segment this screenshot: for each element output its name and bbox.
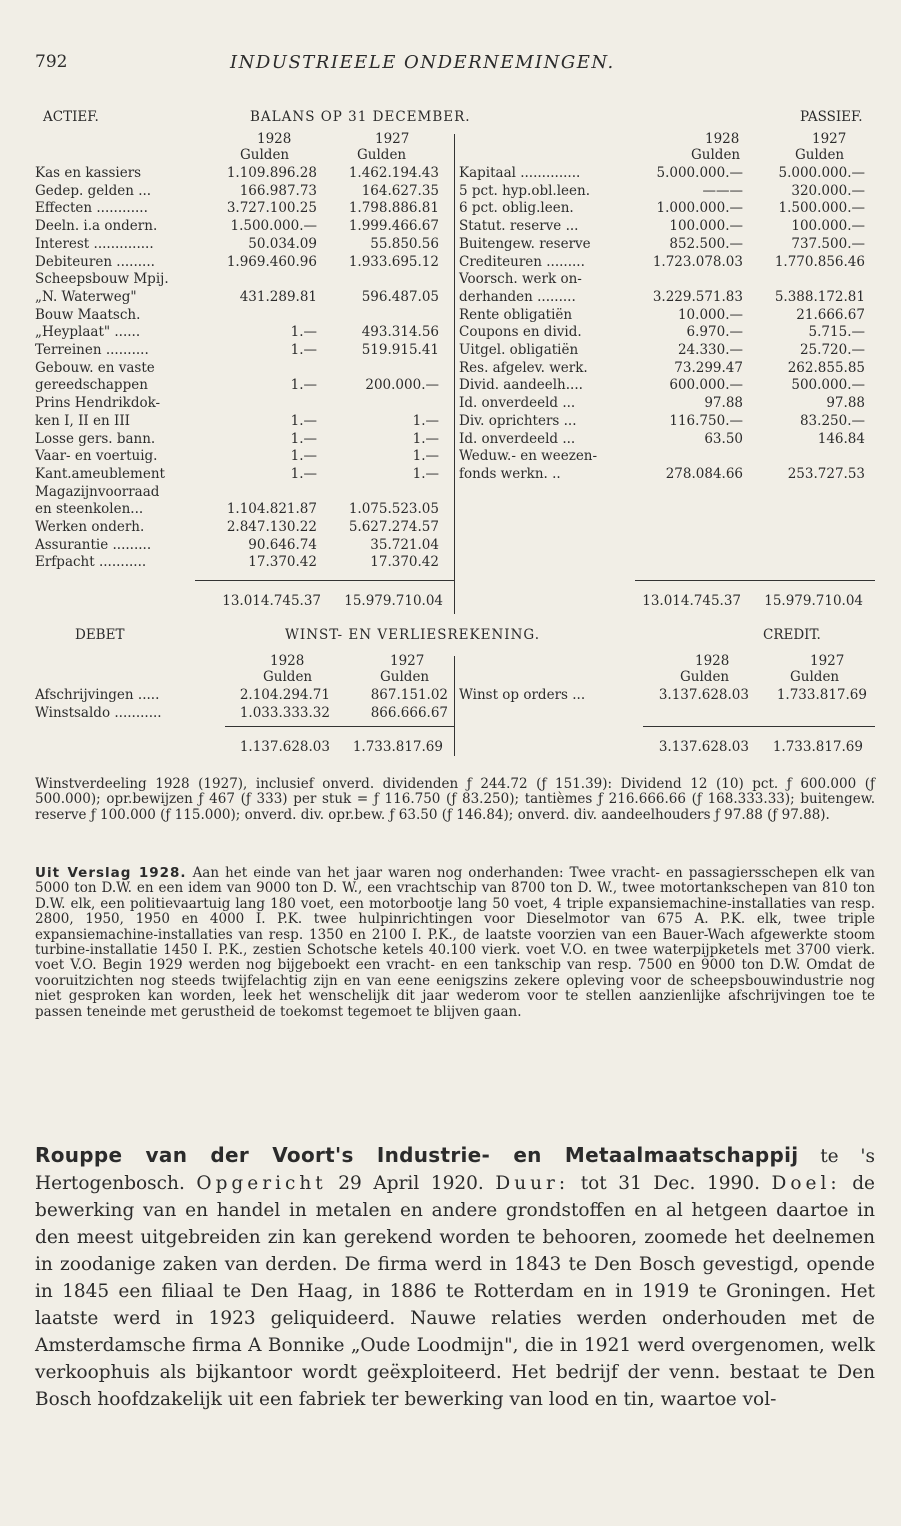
liability-row-value-1927: 500.000.—: [791, 377, 865, 394]
asset-row-value-1927: 1.—: [412, 430, 439, 447]
duur-label: Duur:: [495, 1173, 570, 1194]
balance-sheet: [35, 110, 875, 620]
debit-row-label: Afschrijvingen .....: [35, 687, 160, 703]
asset-row-value-1928: 1.—: [290, 342, 317, 358]
asset-row-value-1927: 5.627.274.57: [348, 519, 439, 535]
asset-row-label: ken I, II en III: [35, 412, 131, 429]
liability-row-label: Crediteuren .........: [459, 253, 585, 270]
asset-row-label: Gebouw. en vaste: [35, 359, 155, 376]
asset-row-value-1927: 596.487.05: [361, 288, 439, 305]
balance-unit-liab-1928: Gulden: [691, 147, 741, 163]
pl-year-debit-1928: 1928: [270, 653, 305, 669]
balance-year-assets-1928: 1928: [257, 131, 292, 147]
asset-row-value-1927: 1.075.523.05: [348, 501, 439, 518]
pl-unit-debit-1928: Gulden: [263, 669, 313, 685]
asset-row-label: Prins Hendrikdok-: [35, 395, 161, 412]
doel-text: de bewerking van en handel in metalen en andere grondstoffen en al hetgeen daartoe in den meest uitgebreiden zin kan gerekend worden te behooren, zoomede het deelnemen in zoodanige zaken van derden. De firma werd in 1843 te Den Bosch gevestigd, opende in 1845 een filiaal te Den Haag, in 1886 te Rotterdam en in 1919 te Groningen. Het laatste werd in 1923 geliquideerd. Nauwe relaties werden onderhouden met de Amsterdamsche firma A Bonnike „Oude Loodmijn", die in 1921 werd overgenomen, welk verkoophuis als bijkantoor wordt geëxploiteerd. Het bedrijf der venn. bestaat te Den Bosch hoofdzakelijk uit een fabriek ter bewerking van lood en tin, waartoe vol-: [35, 1173, 875, 1410]
credit-row-value-1927: 1.733.817.69: [776, 687, 867, 703]
liability-row-value-1927: 1.500.000.—: [778, 200, 865, 217]
liability-row-label: Buitengew. reserve: [459, 235, 591, 252]
asset-row-value-1927: 35.721.04: [370, 536, 439, 553]
liability-row-value-1927: 21.666.67: [796, 306, 865, 323]
liability-row-value-1928: 1.723.078.03: [652, 253, 743, 270]
asset-row-label: „N. Waterweg": [35, 288, 137, 305]
liability-row-label: Id. onverdeeld ...: [459, 395, 576, 412]
asset-row-value-1927: 200.000.—: [365, 377, 439, 394]
verslag-text: Aan het einde van het jaar waren nog onderhanden: Twee vracht- en passagiersschepen elk van 5000 ton D.W. en een idem van 9000 ton D. W., een vrachtschip van 8700 ton D. W., twee motortankschepen van 810 ton D.W. elk, een politievaartuig lang 180 voet, een motorbootje lang 50 voet, 4 triple expansiemachine-installaties van resp. 2800, 1950, 1950 en 4000 I. P.K. twee hulpinrichtingen voor Dieselmotor van 675 A. P.K. elk, twee triple expansiemachine-installaties van resp. 1350 en 2100 I. P.K., de laatste voorzien van een Bauer-Wach afgewerkte stoom turbine-installatie 1450 I. P.K., zestien Schotsche ketels 40.100 vierk. voet V.O. en twee waterpijpketels met 3700 vierk. voet V.O. Begin 1929 werden nog bijgeboekt een vracht- en een tankschip van resp. 7500 en 9000 ton D.W. Omdat de vooruitzichten nog steeds twijfelachtig zijn en van eene eenigszins zekere opleving voor de scheepsbouwindustrie nog niet gesproken kan worden, leek het wenschelijk dit jaar wederom voor te stellen aanzienlijke afschrijvingen toe te passen teneinde met gerustheid de toekomst tegemoet te blijven gaan.: [35, 865, 875, 1020]
liability-row-label: Res. afgelev. werk.: [459, 359, 588, 376]
liab-total-1928: 13.014.745.37: [642, 593, 741, 609]
liability-row-label: Statut. reserve ...: [459, 218, 579, 235]
asset-row-value-1928: 90.646.74: [248, 536, 317, 553]
liability-row-value-1927: 5.388.172.81: [774, 288, 865, 305]
asset-row-value-1927: 1.999.466.67: [348, 218, 439, 235]
liability-row-value-1928: 63.50: [704, 430, 743, 447]
liability-row-label: fonds werkn. ..: [459, 465, 561, 482]
liability-row-label: 5 pct. hyp.obl.leen.: [459, 182, 591, 199]
page-header: [35, 52, 875, 82]
pl-debit-rule: [225, 726, 454, 727]
liability-row-value-1927: 97.88: [826, 395, 865, 412]
balance-right-label: PASSIEF.: [800, 109, 863, 125]
asset-row-value-1927: 493.314.56: [361, 324, 439, 341]
asset-row-label: Erfpacht ...........: [35, 554, 147, 571]
asset-row-value-1928: 1.—: [290, 465, 317, 482]
debit-row-value-1927: 866.666.67: [370, 705, 448, 721]
liability-row-value-1927: 5.000.000.—: [778, 165, 865, 181]
pl-total-credit-1927: 1.733.817.69: [772, 739, 863, 755]
pl-right-label: CREDIT.: [763, 627, 821, 643]
pl-divider: [454, 656, 455, 756]
asset-row-value-1928: 1.104.821.87: [226, 501, 317, 518]
liability-row-value-1927: 1.770.856.46: [774, 253, 865, 270]
asset-row-label: Losse gers. bann.: [35, 430, 156, 447]
liability-row-value-1927: 262.855.85: [787, 359, 865, 376]
asset-row-label: Effecten ............: [35, 200, 148, 217]
asset-row-value-1927: 1.933.695.12: [348, 253, 439, 270]
balance-year-liab-1928: 1928: [705, 131, 740, 147]
doel-label: Doel:: [771, 1173, 841, 1194]
asset-row-value-1927: 1.—: [412, 412, 439, 429]
asset-row-label: Kant.ameublement: [35, 465, 165, 482]
asset-row-label: Gedep. gelden ...: [35, 182, 152, 199]
liability-row-label: Coupons en divid.: [459, 324, 582, 341]
asset-row-value-1927: 519.915.41: [361, 342, 439, 358]
opgericht-label: Opgericht: [196, 1173, 327, 1194]
profit-loss: [35, 628, 875, 758]
running-title: INDUSTRIEELE ONDERNEMINGEN.: [230, 52, 615, 73]
pl-title: WINST- EN VERLIESREKENING.: [285, 627, 541, 643]
asset-row-value-1927: 1.—: [412, 465, 439, 482]
liability-row-value-1927: 253.727.53: [787, 465, 865, 482]
asset-row-label: Bouw Maatsch.: [35, 306, 141, 323]
asset-row-value-1928: 1.109.896.28: [226, 165, 317, 181]
liability-row-value-1928: ———: [702, 182, 743, 199]
asset-row-label: Interest ..............: [35, 235, 154, 252]
asset-row-value-1928: 17.370.42: [248, 554, 317, 571]
liab-total-rule: [635, 580, 875, 581]
asset-row-value-1928: 1.—: [290, 324, 317, 341]
balance-unit-assets-1928: Gulden: [240, 147, 290, 163]
liability-row-value-1928: 1.000.000.—: [656, 200, 743, 217]
liability-row-label: Rente obligatiën: [459, 306, 573, 323]
asset-row-label: Werken onderh.: [35, 519, 145, 535]
balance-divider: [454, 134, 455, 614]
asset-row-value-1927: 17.370.42: [370, 554, 439, 571]
asset-row-value-1928: 1.—: [290, 412, 317, 429]
liability-row-label: Divid. aandeelh....: [459, 377, 583, 394]
liability-row-value-1928: 24.330.—: [677, 342, 743, 358]
liability-row-value-1927: 83.250.—: [799, 412, 865, 429]
debit-row-value-1928: 1.033.333.32: [239, 705, 330, 721]
liability-row-label: Kapitaal ..............: [459, 165, 581, 181]
liability-row-label: Uitgel. obligatiën: [459, 342, 579, 358]
asset-row-value-1927: 1.462.194.43: [348, 165, 439, 181]
balance-title: BALANS OP 31 DECEMBER.: [250, 109, 471, 125]
liability-row-value-1928: 100.000.—: [669, 218, 743, 235]
asset-row-label: Kas en kassiers: [35, 165, 142, 181]
liability-row-label: Weduw.- en weezen-: [459, 448, 598, 465]
liability-row-value-1928: 97.88: [704, 395, 743, 412]
asset-row-label: Debiteuren .........: [35, 253, 155, 270]
balance-year-liab-1927: 1927: [812, 131, 847, 147]
credit-row-label: Winst op orders ...: [459, 687, 586, 703]
liability-row-value-1927: 5.715.—: [808, 324, 865, 341]
liability-row-value-1928: 852.500.—: [669, 235, 743, 252]
asset-row-value-1928: 2.847.130.22: [226, 519, 317, 535]
pl-total-credit-1928: 3.137.628.03: [658, 739, 749, 755]
pl-unit-credit-1927: Gulden: [790, 669, 840, 685]
asset-row-value-1928: 1.969.460.96: [226, 253, 317, 270]
liability-row-value-1928: 73.299.47: [674, 359, 743, 376]
company-location: te 's Hertogenbosch.: [35, 1146, 875, 1194]
asset-row-label: „Heyplaat" ......: [35, 324, 141, 341]
balance-year-assets-1927: 1927: [375, 131, 410, 147]
pl-left-label: DEBET: [75, 627, 125, 643]
verslag-paragraph: [35, 866, 875, 1020]
asset-row-value-1928: 1.—: [290, 448, 317, 465]
liability-row-value-1928: 5.000.000.—: [656, 165, 743, 181]
liability-row-value-1928: 10.000.—: [677, 306, 743, 323]
balance-left-label: ACTIEF.: [43, 109, 99, 125]
pl-total-debit-1928: 1.137.628.03: [239, 739, 330, 755]
liability-row-value-1927: 146.84: [817, 430, 865, 447]
asset-row-label: gereedschappen: [35, 377, 148, 394]
assets-total-rule: [195, 580, 454, 581]
asset-row-label: Terreinen ..........: [35, 342, 149, 358]
assets-total-1928: 13.014.745.37: [222, 593, 321, 609]
pl-year-debit-1927: 1927: [390, 653, 425, 669]
liability-row-value-1927: 100.000.—: [791, 218, 865, 235]
liability-row-label: Id. onverdeeld ...: [459, 430, 576, 447]
liability-row-label: Voorsch. werk on-: [459, 271, 582, 288]
liability-row-value-1928: 6.970.—: [686, 324, 743, 341]
asset-row-label: Deeln. i.a ondern.: [35, 218, 158, 235]
asset-row-value-1927: 1.—: [412, 448, 439, 465]
liability-row-value-1927: 320.000.—: [791, 182, 865, 199]
asset-row-label: en steenkolen...: [35, 501, 144, 518]
verslag-label: Uit Verslag 1928.: [35, 865, 187, 881]
duur-value: tot 31 Dec. 1990.: [580, 1173, 760, 1194]
debit-row-value-1928: 2.104.294.71: [239, 687, 330, 703]
pl-year-credit-1927: 1927: [810, 653, 845, 669]
winstverdeeling: Winstverdeeling 1928 (1927), inclusief onverd. dividenden ƒ 244.72 (ƒ 151.39): Dividend 12 (10) pct. ƒ 600.000 (ƒ 500.000); opr.bewijzen ƒ 467 (ƒ 333) per stuk = ƒ 116.750 (ƒ 83.250); tantièmes ƒ 216.666.66 (ƒ 168.333.33); buitengew. reserve ƒ 100.000 (ƒ 115.000); onverd. div. opr.bew. ƒ 63.50 (ƒ 146.84); onverd. div. aandeelhouders ƒ 97.88 (ƒ 97.88).: [35, 776, 875, 823]
debit-row-label: Winstsaldo ...........: [35, 705, 162, 721]
asset-row-label: Scheepsbouw Mpij.: [35, 271, 169, 288]
credit-row-value-1928: 3.137.628.03: [658, 687, 749, 703]
assets-total-1927: 15.979.710.04: [344, 593, 443, 609]
liability-row-value-1928: 600.000.—: [669, 377, 743, 394]
asset-row-value-1928: 3.727.100.25: [226, 200, 317, 217]
asset-row-value-1928: 1.—: [290, 377, 317, 394]
company-entry: [35, 1142, 875, 1413]
liability-row-value-1928: 116.750.—: [669, 412, 743, 429]
asset-row-label: Magazijnvoorraad: [35, 483, 160, 500]
page-number: 792: [35, 52, 68, 72]
asset-row-value-1928: 1.500.000.—: [230, 218, 317, 235]
asset-row-value-1927: 55.850.56: [370, 235, 439, 252]
liability-row-label: Div. oprichters ...: [459, 412, 577, 429]
asset-row-value-1927: 164.627.35: [361, 182, 439, 199]
company-name: Rouppe van der Voort's Industrie- en Metaalmaatschappij: [35, 1143, 799, 1167]
asset-row-value-1928: 431.289.81: [239, 288, 317, 305]
liability-row-value-1927: 25.720.—: [799, 342, 865, 358]
opgericht-value: 29 April 1920.: [338, 1173, 484, 1194]
asset-row-value-1927: 1.798.886.81: [348, 200, 439, 217]
asset-row-value-1928: 166.987.73: [239, 182, 317, 199]
pl-year-credit-1928: 1928: [695, 653, 730, 669]
asset-row-value-1928: 1.—: [290, 430, 317, 447]
liability-row-value-1928: 278.084.66: [665, 465, 743, 482]
liability-row-value-1927: 737.500.—: [791, 235, 865, 252]
liability-row-label: 6 pct. oblig.leen.: [459, 200, 574, 217]
pl-unit-credit-1928: Gulden: [680, 669, 730, 685]
pl-total-debit-1927: 1.733.817.69: [352, 739, 443, 755]
balance-unit-assets-1927: Gulden: [357, 147, 407, 163]
asset-row-label: Assurantie .........: [35, 536, 152, 553]
pl-credit-rule: [643, 726, 875, 727]
debit-row-value-1927: 867.151.02: [370, 687, 448, 703]
liab-total-1927: 15.979.710.04: [764, 593, 863, 609]
asset-row-label: Vaar- en voertuig.: [35, 448, 158, 465]
balance-unit-liab-1927: Gulden: [795, 147, 845, 163]
liability-row-value-1928: 3.229.571.83: [652, 288, 743, 305]
pl-unit-debit-1927: Gulden: [380, 669, 430, 685]
liability-row-label: derhanden .........: [459, 288, 576, 305]
asset-row-value-1928: 50.034.09: [248, 235, 317, 252]
